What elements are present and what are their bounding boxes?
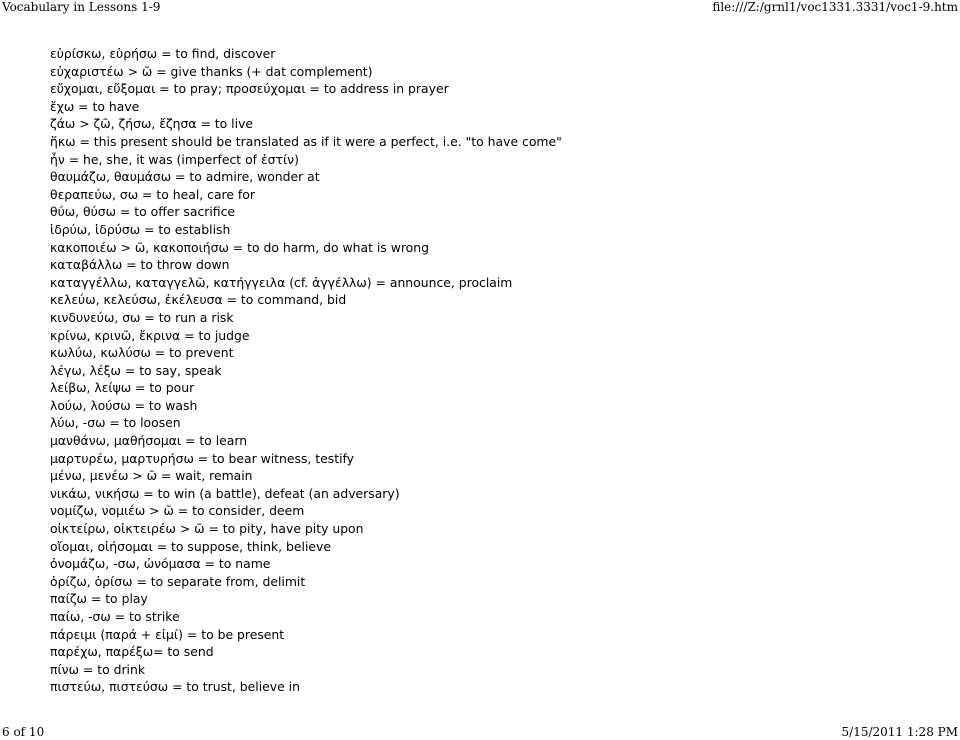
vocab-entry: λούω, λούσω = to wash	[50, 397, 198, 413]
vocab-entry: παίω, -σω = to strike	[50, 609, 180, 624]
page-header-title: Vocabulary in Lessons 1-9	[2, 0, 161, 14]
vocab-entry: εὐχαριστέω > ῶ = give thanks (+ dat complement)	[50, 63, 373, 79]
vocab-entry: εὔχομαι, εὔξομαι = to pray; προσεύχομαι = to address in prayer	[50, 81, 449, 97]
vocab-entry: πίνω = to drink	[50, 661, 146, 677]
vocab-entry: ζάω > ζῶ, ζήσω, ἔζησα = to live	[50, 116, 254, 132]
vocab-entry: μανθάνω, μαθήσομαι = to learn	[50, 433, 248, 449]
vocab-entry: θεραπεύω, σω = to heal, care for	[50, 186, 255, 202]
vocab-entry: ἱδρύω, ἱδρύσω = to establish	[50, 221, 231, 237]
vocab-entry: καταβάλλω = to throw down	[50, 257, 230, 273]
vocab-entry: ὀνομάζω, -σω, ὠνόμασα = to name	[50, 556, 271, 572]
vocab-entry: θαυμάζω, θαυμάσω = to admire, wonder at	[50, 169, 320, 185]
vocab-entry: πιστεύω, πιστεύσω = to trust, believe in	[50, 679, 300, 695]
vocab-entry: οἰκτείρω, οἰκτειρέω > ῶ = to pity, have pity upon	[50, 521, 364, 537]
vocab-entry: παρέχω, παρέξω= to send	[50, 644, 214, 660]
vocab-entry: ἦν = he, she, it was (imperfect of ἐστίν)	[50, 151, 299, 167]
vocab-entry: κελεύω, κελεύσω, ἐκέλευσα = to command, bid	[50, 292, 347, 308]
vocab-entry: μαρτυρέω, μαρτυρήσω = to bear witness, testify	[50, 450, 355, 466]
vocab-entry: κωλύω, κωλύσω = to prevent	[50, 345, 234, 361]
vocab-entry: θύω, θύσω = to offer sacrifice	[50, 204, 236, 220]
vocab-entry: κακοποιέω > ῶ, κακοποιήσω = to do harm, do what is wrong	[50, 239, 429, 255]
vocab-entry: ἔχω = to have	[50, 98, 140, 114]
vocab-entry: νικάω, νικήσω = to win (a battle), defeat (an adversary)	[50, 485, 400, 501]
vocab-entry: ἥκω = this present should be translated as if it were a perfect, i.e. "to have come"	[50, 133, 562, 149]
vocabulary-list	[50, 45, 910, 696]
vocab-entry: πάρειμι (παρά + εἰμί) = to be present	[50, 626, 285, 642]
vocab-entry: κρίνω, κρινῶ, ἔκρινα = to judge	[50, 327, 250, 343]
vocab-entry: νομίζω, νομιέω > ῶ = to consider, deem	[50, 503, 305, 519]
vocab-entry: λέγω, λέξω = to say, speak	[50, 362, 222, 378]
page-header-url: file:///Z:/grnl1/voc1331.3331/voc1-9.htm	[712, 0, 958, 14]
print-datetime: 5/15/2011 1:28 PM	[841, 725, 958, 739]
vocab-entry: μένω, μενέω > ῶ = wait, remain	[50, 468, 253, 484]
vocab-entry: οἴομαι, οἰήσομαι = to suppose, think, believe	[50, 538, 332, 554]
vocab-entry: καταγγέλλω, καταγγελῶ, κατήγγειλα (cf. ἀγγέλλω) = announce, proclaim	[50, 274, 513, 290]
page-number: 6 of 10	[2, 725, 45, 739]
vocab-entry: εὑρίσκω, εὑρήσω = to find, discover	[50, 46, 276, 61]
vocab-entry: λείβω, λείψω = to pour	[50, 380, 195, 396]
vocab-entry: κινδυνεύω, σω = to run a risk	[50, 309, 234, 325]
vocab-entry: παίζω = to play	[50, 591, 148, 607]
vocab-entry: λύω, -σω = to loosen	[50, 415, 181, 431]
vocab-entry: ὁρίζω, ὁρίσω = to separate from, delimit	[50, 573, 306, 589]
